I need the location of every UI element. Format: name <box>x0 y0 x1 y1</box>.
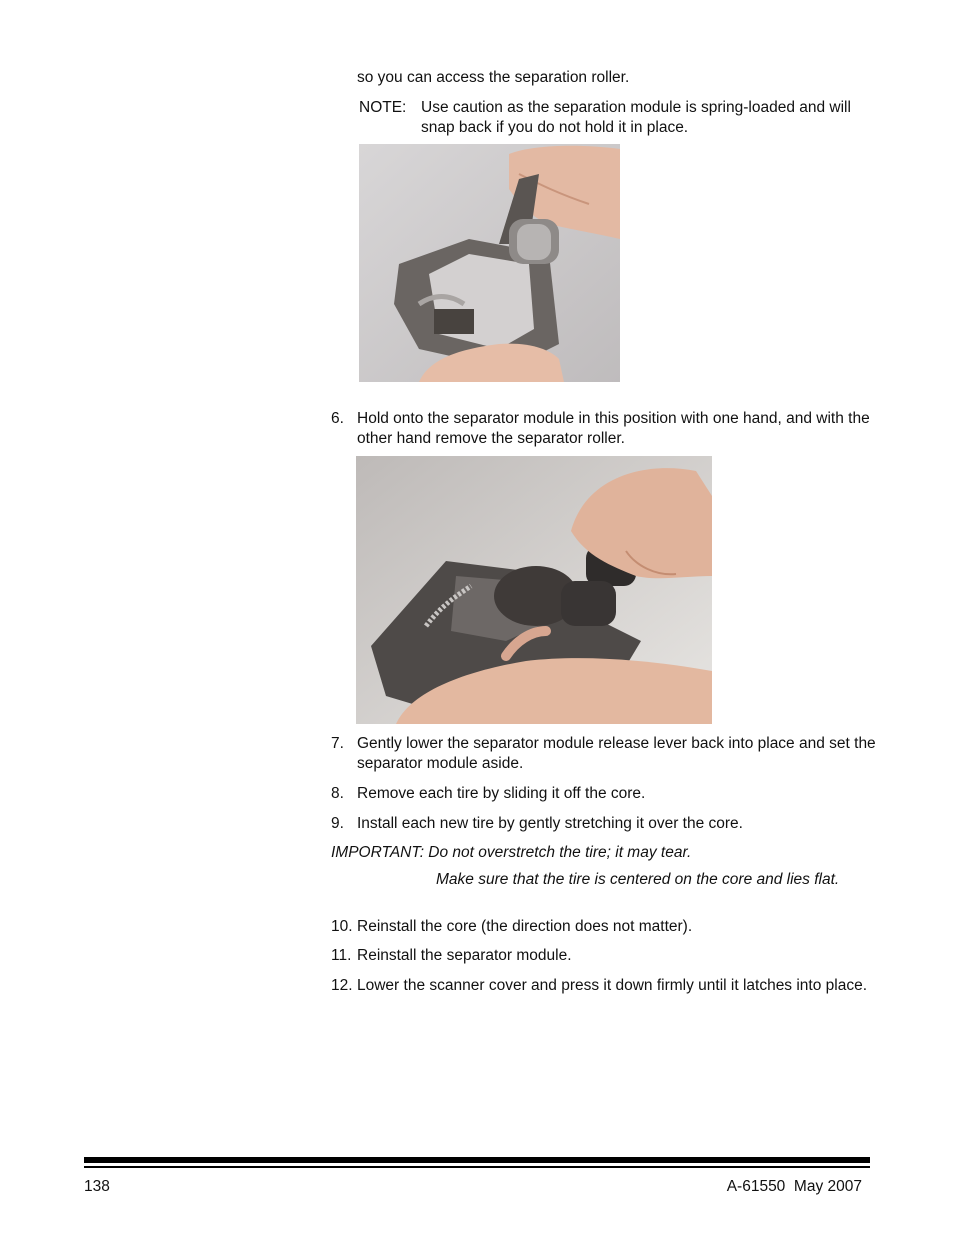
doc-id: A-61550 May 2007 <box>726 1178 862 1195</box>
step-number: 9. <box>331 815 344 832</box>
step-text: Remove each tire by sliding it off the core. <box>357 785 646 802</box>
remove-roller-illustration <box>356 456 712 724</box>
footer-rule-thick <box>84 1157 870 1163</box>
step-number: 11. <box>331 947 352 964</box>
step-text: Install each new tire by gently stretching it over the core. <box>357 815 743 832</box>
footer-rule-thin <box>84 1166 870 1168</box>
step-text: Lower the scanner cover and press it down firmly until it latches into place. <box>357 977 868 994</box>
separation-module-illustration <box>359 144 620 382</box>
important-line-2: Make sure that the tire is centered on the core and lies flat. <box>436 871 840 888</box>
note-label: NOTE: <box>359 99 407 116</box>
step-text: Gently lower the separator module release lever back into place and set the separator module aside. <box>357 735 876 772</box>
step-number: 12. <box>331 977 353 994</box>
step-number: 10. <box>331 918 353 935</box>
step-number: 7. <box>331 735 344 752</box>
step-number: 8. <box>331 785 344 802</box>
step-text: Hold onto the separator module in this position with one hand, and with the other hand remove the separator roller. <box>357 410 870 447</box>
important-line-1: IMPORTANT: Do not overstretch the tire; it may tear. <box>331 844 692 861</box>
step-text: Reinstall the core (the direction does not matter). <box>357 918 693 935</box>
photo-remove-roller <box>356 456 712 724</box>
step-number: 6. <box>331 410 344 427</box>
page-number: 138 <box>84 1178 110 1195</box>
intro-line: so you can access the separation roller. <box>357 69 630 86</box>
step-text: Reinstall the separator module. <box>357 947 572 964</box>
note-text: Use caution as the separation module is spring-loaded and will snap back if you do not hold it in place. <box>421 99 851 136</box>
photo-separation-module <box>359 144 620 382</box>
